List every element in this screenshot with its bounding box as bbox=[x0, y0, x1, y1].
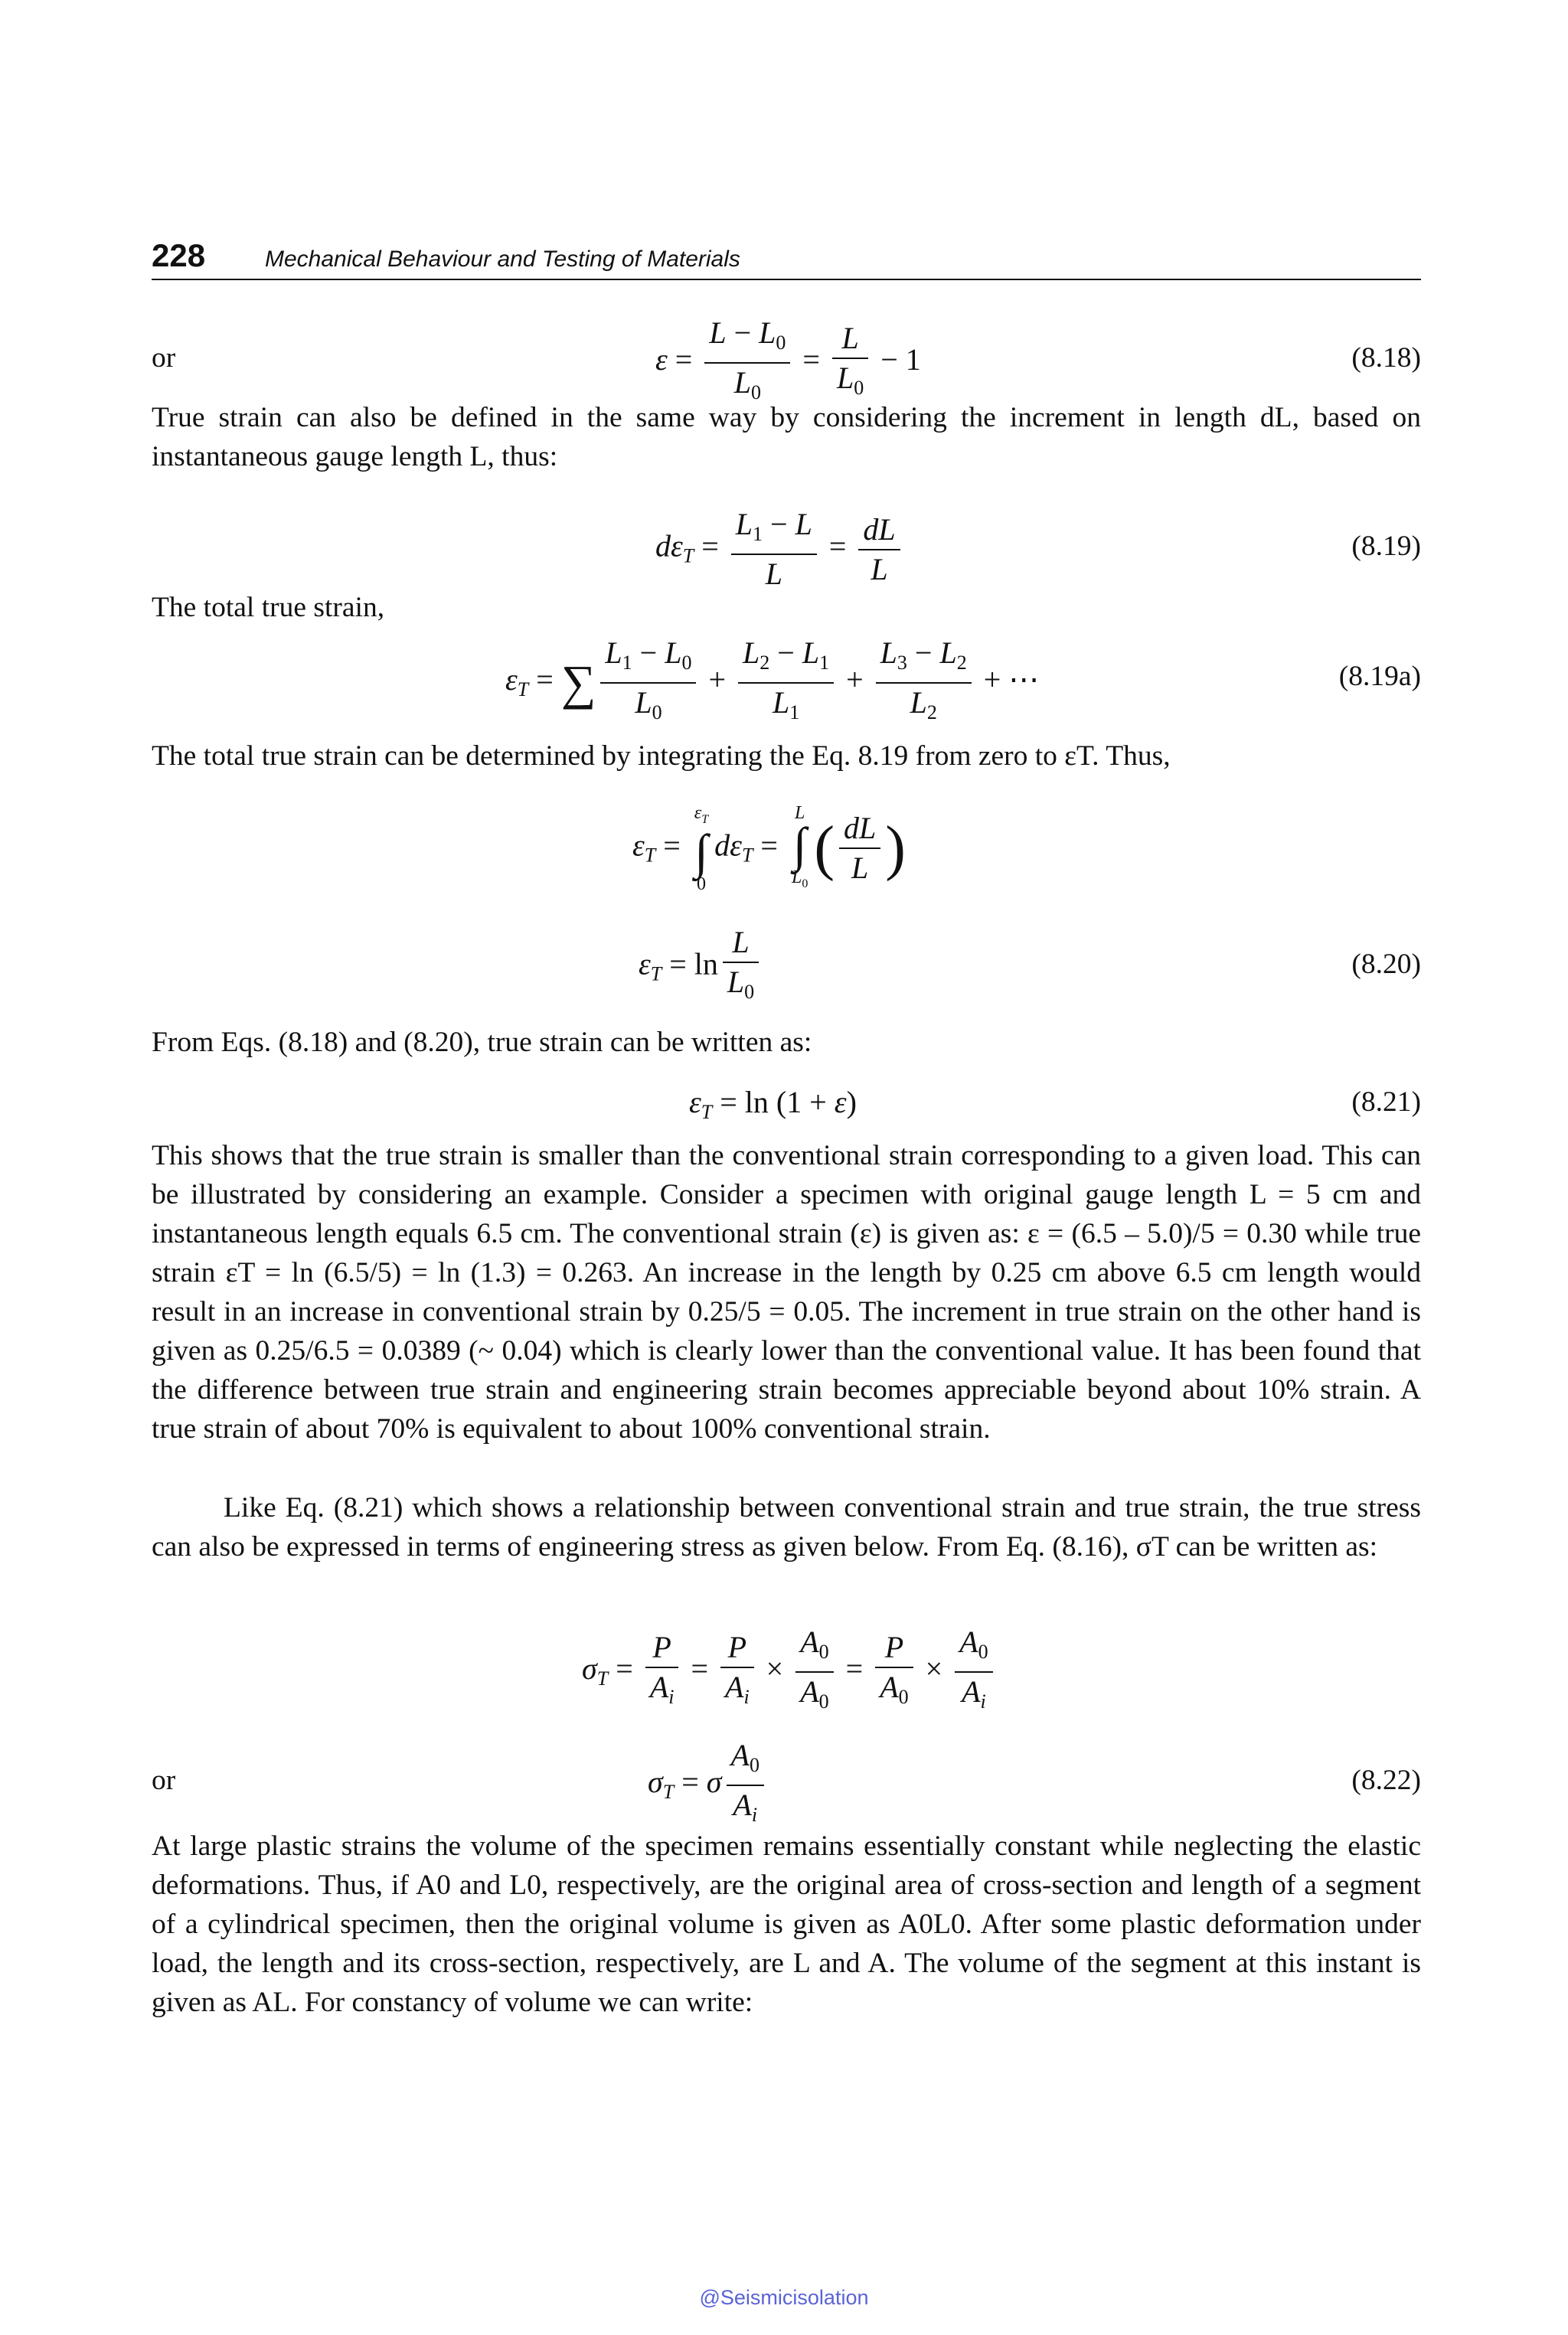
label-or-2: or bbox=[152, 1765, 176, 1796]
page-number: 228 bbox=[152, 237, 206, 273]
equation-8-22: $\sigma_T = \sigma$ $\frac{A_0}{A_i}$ bbox=[648, 1736, 769, 1834]
equation-8-21: $\varepsilon_T = \ln (1 + \varepsilon)$ bbox=[689, 1085, 857, 1123]
running-header bbox=[152, 236, 1421, 280]
eq-number-8-20: (8.20) bbox=[1351, 949, 1421, 980]
eq-number-8-22: (8.22) bbox=[1351, 1765, 1421, 1796]
equation-8-19a: $\varepsilon_T$ = ∑ $\frac{L_1 - L_0}{L_0}$ + $\frac{L_2 - L_1}{L_1}$ + $\frac{L_3 - L_2}{L_2}$ + ⋯ bbox=[505, 635, 1040, 723]
equation-integral: $\varepsilon_T$ = $\varepsilon_T$ ∫ 0 $d\varepsilon_T$ = L ∫ $L_0$ ( $\frac{dL}{L}$ ) bbox=[632, 803, 906, 894]
eq-number-8-19a: (8.19a) bbox=[1338, 661, 1421, 692]
equation-true-stress-derivation: $\sigma_T$ = $\frac{P}{A_i}$ = $\frac{P}{A_i}$ × $\frac{A_0}{A_0}$ = $\frac{P}{A_0}$ × $\frac{A_0}{A_i}$ bbox=[582, 1623, 998, 1721]
eq-number-8-19: (8.19) bbox=[1351, 531, 1421, 562]
label-or-1: or bbox=[152, 342, 176, 374]
watermark: @Seismicisolation bbox=[699, 2286, 869, 2309]
equation-8-18: ε = $\frac{L - L_0}{L_0}$ = $\frac{L}{L_0}$ − 1 bbox=[655, 315, 921, 403]
paragraph-from-eqs: From Eqs. (8.18) and (8.20), true strain can be written as: bbox=[152, 1027, 812, 1058]
paragraph-strain-example: This shows that the true strain is smaller than the conventional strain corresponding to a given load. This can be illustrated by considering an example. Consider a specimen with original gauge length L = 5 cm and instantaneous length equals 6.5 cm. The conventional strain (ε) is given as: ε = (6.5 – 5.0)/5 = 0.30 while true strain εT = ln (6.5/5) = ln (1.3) = 0.263. An increase in the length by 0.25 cm above 6.5 cm length would result in an increase in conventional strain by 0.25/5 = 0.05. The increment in true strain on the other hand is given as 0.25/6.5 = 0.0389 (~ 0.04) which is clearly lower than the conventional value. It has been found that the difference between true strain and engineering strain becomes appreciable beyond about 10% strain. A true strain of about 70% is equivalent to about 100% conventional strain. bbox=[152, 1140, 1421, 1445]
eq-number-8-18: (8.18) bbox=[1351, 342, 1421, 374]
paragraph-true-stress-intro: Like Eq. (8.21) which shows a relationship between conventional strain and true strain, the true stress can also be expressed in terms of engineering stress as given below. From Eq. (8.16), σT can be written as: bbox=[152, 1492, 1421, 1563]
equation-8-19: $d\varepsilon_T$ = $\frac{L_1 - L}{L}$ = $\frac{dL}{L}$ bbox=[655, 505, 905, 593]
equation-8-20: $\varepsilon_T = \ln$ $\frac{L}{L_0}$ bbox=[639, 923, 763, 1011]
paragraph-volume-constancy: At large plastic strains the volume of the specimen remains essentially constant while neglecting the elastic deformations. Thus, if A0 and L0, respectively, are the original area of cross-section and length of a segment of a cylindrical specimen, then the original volume is given as A0L0. After some plastic deformation under load, the length and its cross-section, respectively, are L and A. The volume of the segment at this instant is given as AL. For constancy of volume we can write: bbox=[152, 1830, 1421, 2018]
paragraph-integration-intro: The total true strain can be determined by integrating the Eq. 8.19 from zero to εT. Thus, bbox=[152, 740, 1171, 772]
paragraph-true-strain-definition: True strain can also be defined in the same way by considering the increment in length dL, based on instantaneous gauge length L, thus: bbox=[152, 402, 1421, 472]
book-title: Mechanical Behaviour and Testing of Materials bbox=[265, 247, 740, 272]
eq-number-8-21: (8.21) bbox=[1351, 1086, 1421, 1118]
label-total-true-strain: The total true strain, bbox=[152, 592, 385, 623]
